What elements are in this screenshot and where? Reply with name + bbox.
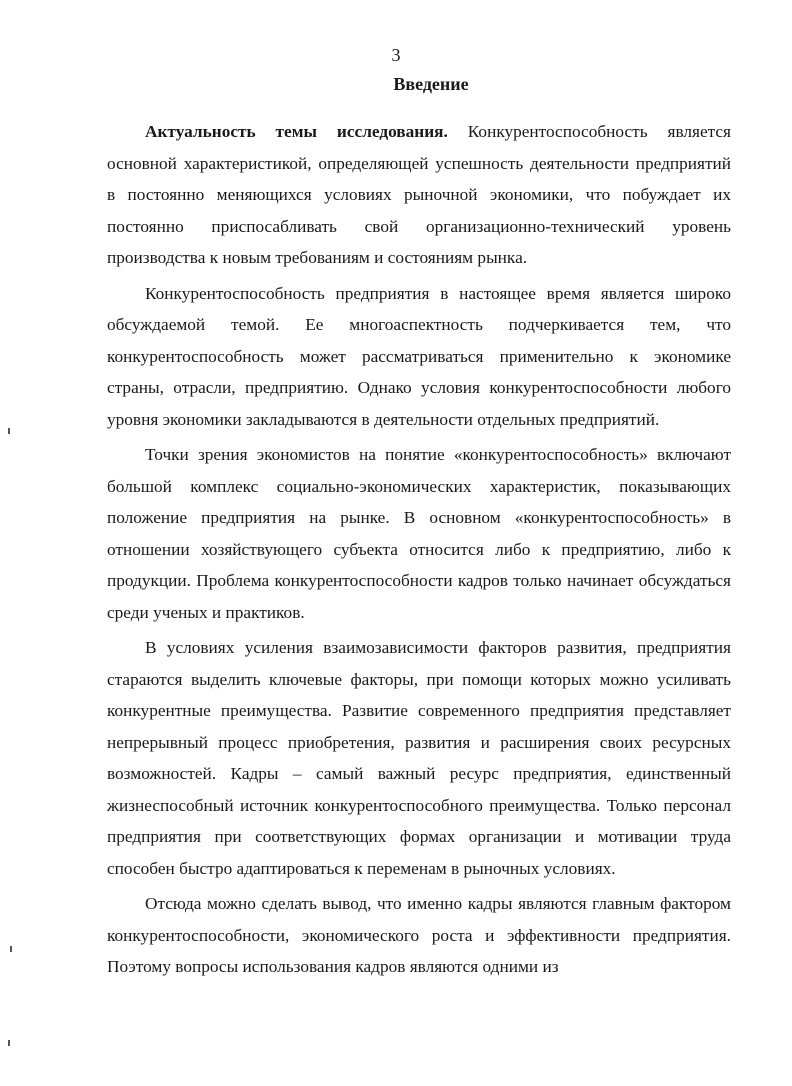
page-number: 3: [391, 45, 401, 65]
body-text: [107, 116, 731, 987]
paragraph-1-text: Конкурентоспособность является основной характеристикой, определяющей успешность деятельности предприятий в постоянно меняющихся условиях рыночной экономики, что побуждает их постоянно приспосабливать свой организационно-технический уровень производства к новым требованиям и состояниям рынка.: [107, 122, 732, 267]
paragraph-5: Отсюда можно сделать вывод, что именно кадры являются главным фактором конкурентоспособности, экономического роста и эффективности предприятия. Поэтому вопросы использования кадров являются одними из: [107, 894, 731, 976]
scan-mark: [10, 946, 12, 952]
paragraph-1: [107, 116, 731, 274]
scan-mark: [8, 428, 10, 434]
paragraph-2: Конкурентоспособность предприятия в настоящее время является широко обсуждаемой темой. Ее многоаспектность подчеркивается тем, что конкурентоспособность может рассматриваться применительно к экономике страны, отрасли, предприятию. Однако условия конкурентоспособности любого уровня экономики закладываются в деятельности отдельных предприятий.: [107, 283, 731, 429]
paragraph-1-lead: Актуальность темы исследования.: [145, 122, 448, 141]
paragraph-3: Точки зрения экономистов на понятие «конкурентоспособность» включают большой комплекс социально-экономических характеристик, показывающих положение предприятия на рынке. В основном «конкурентоспособность» в отношении хозяйствующего субъекта относится либо к предприятию, либо к продукции. Проблема конкурентоспособности кадров только начинает обсуждаться среди ученых и практиков.: [107, 445, 731, 622]
paragraph-4: В условиях усиления взаимозависимости факторов развития, предприятия стараются выделить ключевые факторы, при помощи которых можно усиливать конкурентные преимущества. Развитие современного предприятия представляет непрерывный процесс приобретения, развития и расширения своих ресурсных возможностей. Кадры – самый важный ресурс предприятия, единственный жизнеспособный источник конкурентоспособного преимущества. Только персонал предприятия при соответствующих формах организации и мотивации труда способен быстро адаптироваться к переменам в рыночных условиях.: [107, 638, 731, 878]
page-title: Введение: [393, 74, 469, 94]
scan-mark: [8, 1040, 10, 1046]
